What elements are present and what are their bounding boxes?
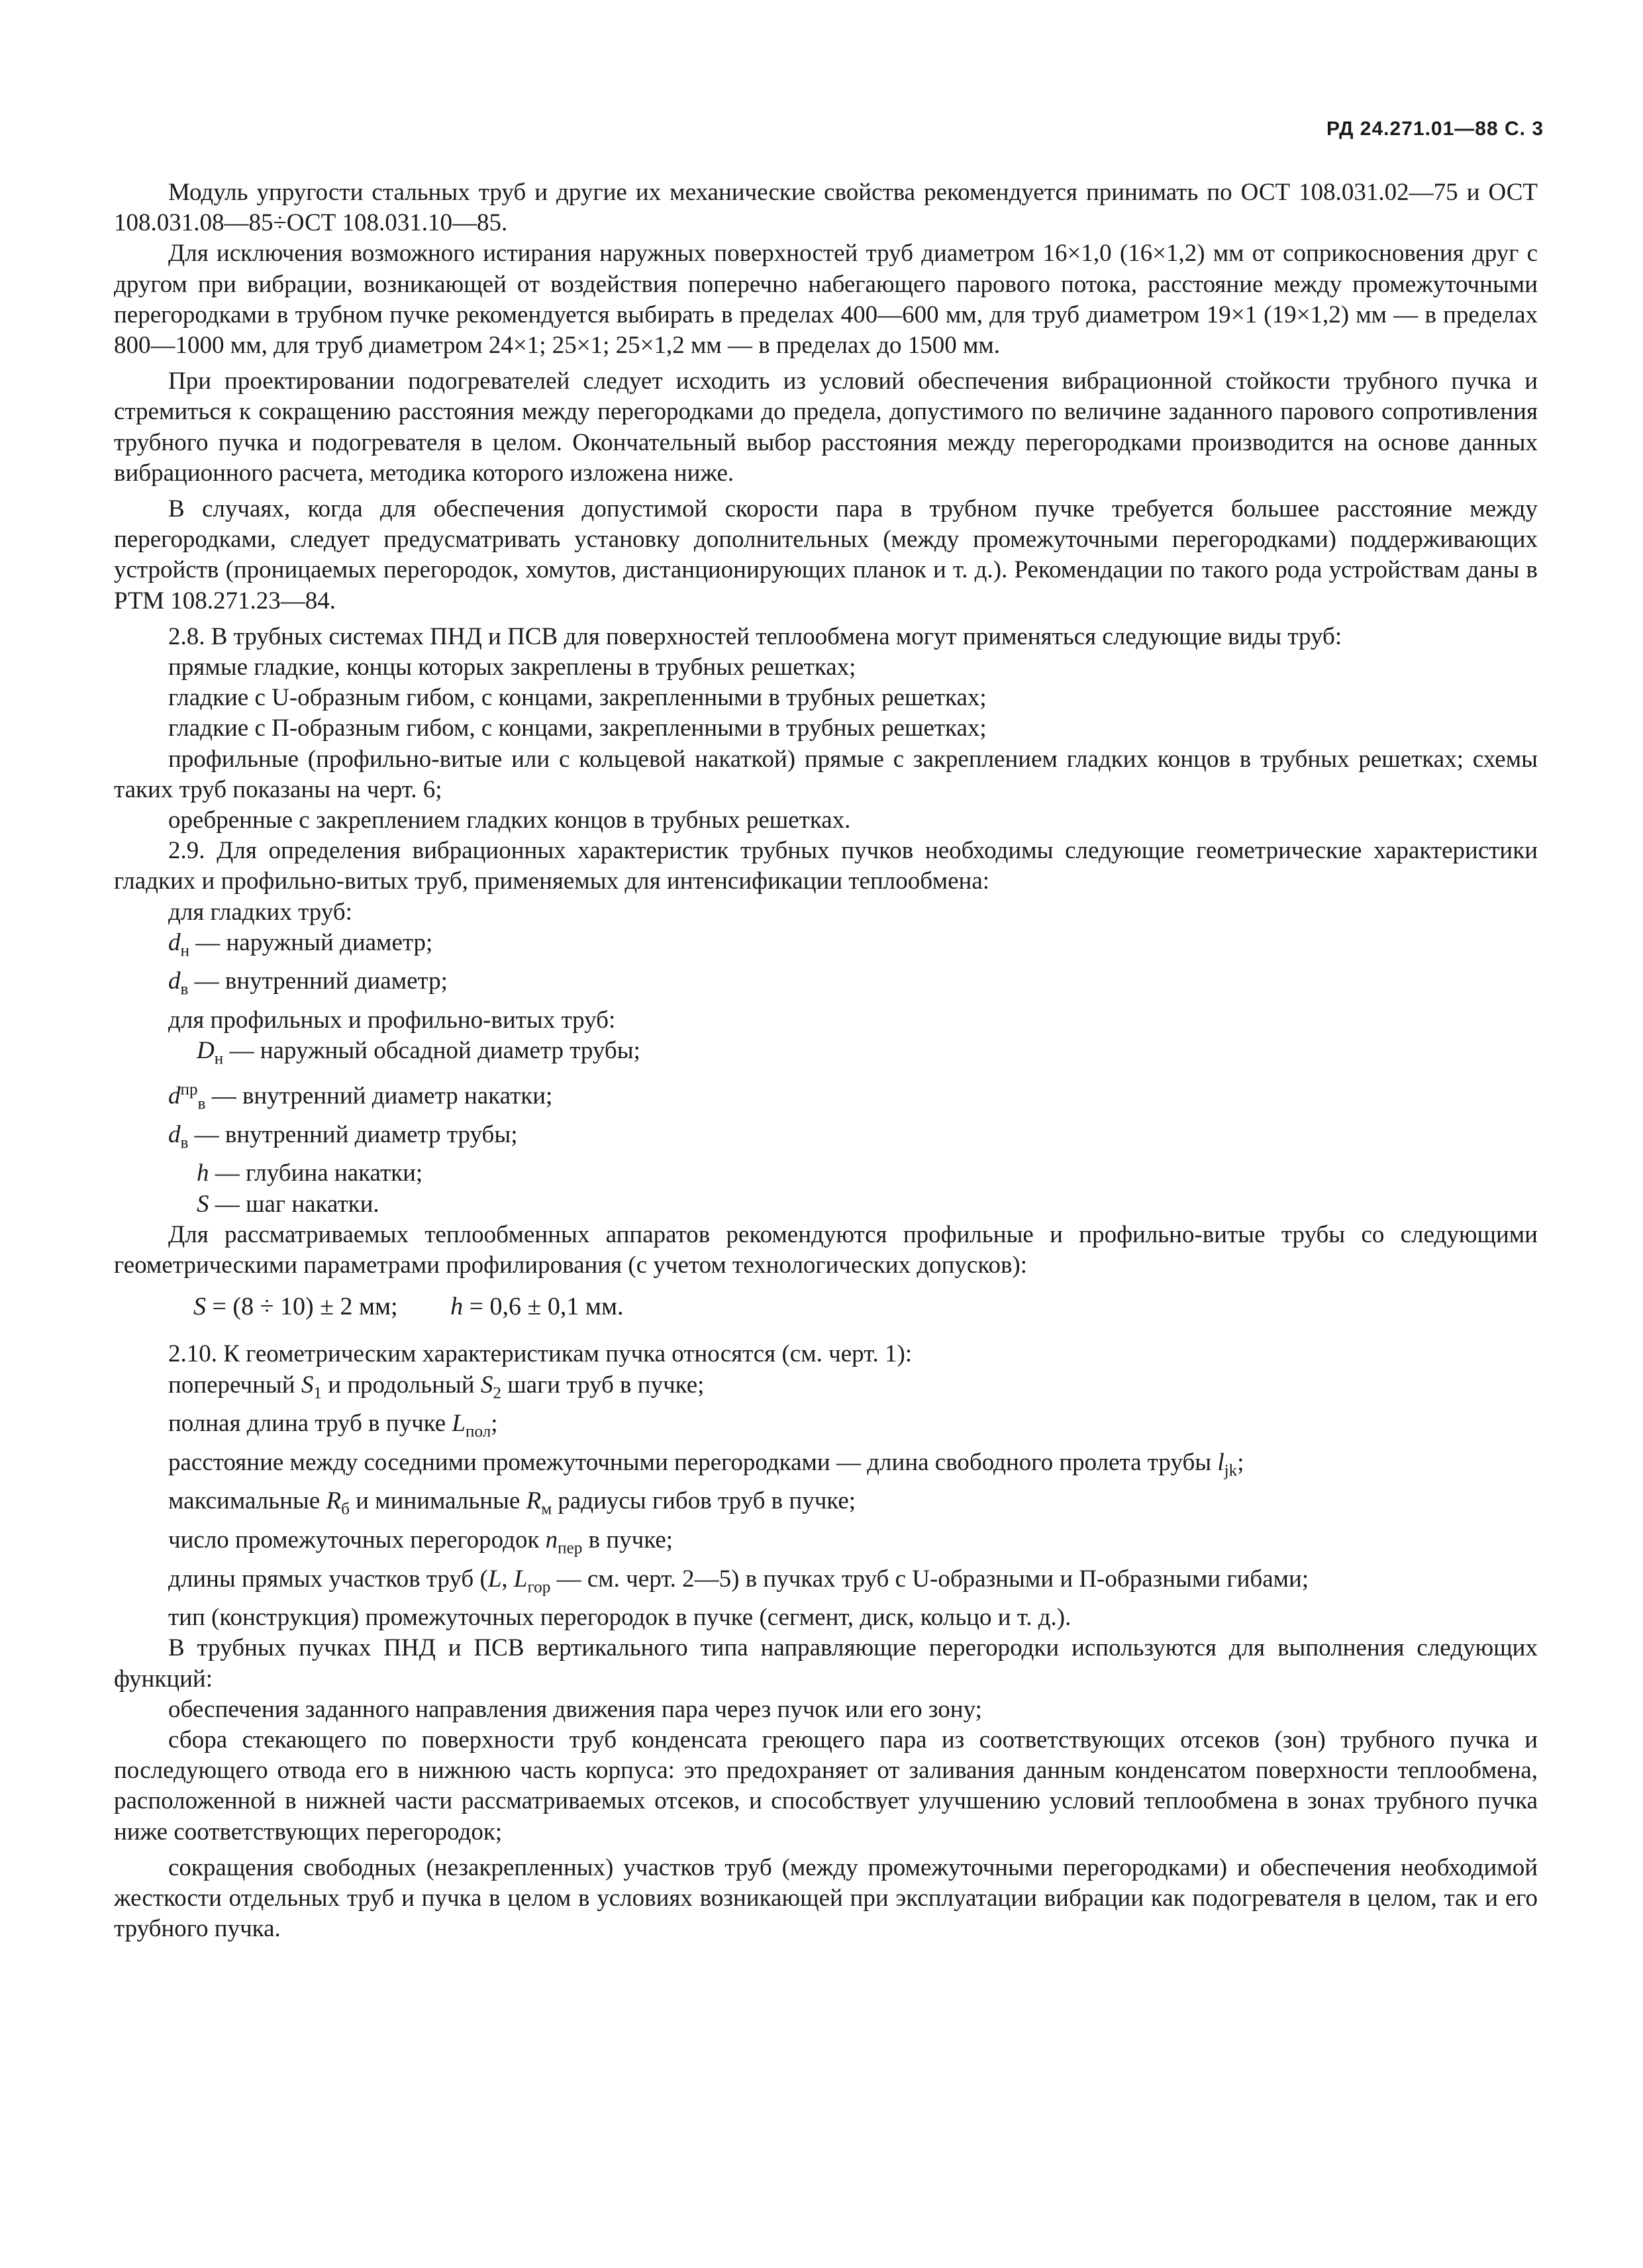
param-description: — наружный обсадной диаметр трубы; [229,1037,640,1065]
param-tube-inner-diameter [114,1120,1538,1159]
symbol-superscript: пр [180,1080,198,1099]
bundle-char-length: полная длина труб в пучке $L_{пол}$; [168,1410,498,1441]
text-fragment: в пучке; [588,1526,673,1553]
symbol-R: R [526,1487,542,1515]
paragraph-tube-spacing: Для исключения возможного истирания наружных поверхностей труб диаметром 16×1,0 (16×1,2) мм от соприкосновения друг с другом при вибрации, возникающей от воздействия поперечно набегающего парового потока, расстояние между промежуточными перегородками в трубном пучке рекомендуется выбирать в пределах 400—600 мм, для труб диаметром 19×1 (19×1,2) мм — в пределах 800—1000 мм, для труб диаметром 24×1; 25×1; 25×1,2 мм — в пределах до 1500 мм. [114,240,1538,360]
symbol-subscript: б [341,1500,350,1518]
symbol-subscript: м [541,1500,552,1518]
bundle-char-span: расстояние между соседними промежуточными перегородками — длина свободного пролета трубы $l_{jk}$; [168,1448,1244,1480]
text-fragment: — см. черт. 2—5) в пучках труб с U-образными и П-образными гибами; [556,1565,1309,1593]
symbol-d: d [168,1082,181,1110]
param-description: — внутренний диаметр накатки; [211,1082,553,1110]
symbol-subscript: jk [1224,1461,1238,1480]
text-fragment: расстояние между соседними промежуточными перегородками — длина свободного пролета трубы [168,1448,1212,1476]
symbol-subscript: в [197,1095,206,1113]
guide-function-item: сбора стекающего по поверхности труб конденсата греющего пара из соответствующих отсеков (зон) трубного пучка и последующего отвода его в нижнюю часть корпуса: это предохраняет от заливания данным конденсатом поверхности теплообмена, расположенной в нижней части рассматриваемых отсеков, и способствует улучшению условий теплообмена в зонах трубного пучка ниже соответствующих перегородок; [114,1726,1538,1846]
symbol-l: l [1217,1448,1224,1476]
symbol-subscript: н [180,942,189,960]
symbol-subscript: пер [558,1539,583,1557]
formula-profile-params [114,1291,1538,1322]
paragraph-support-devices: В случаях, когда для обеспечения допустимой скорости пара в трубном пучке требуется большее расстояние между перегородками, следует предусматривать установку дополнительных (между промежуточными перегородками) поддерживающих устройств (проницаемых перегородок, хомутов, дистанционирующих планок и т. д.). Рекомендации по такого рода устройствам даны в РТМ 108.271.23—84. [114,495,1538,615]
section-2-8-intro: 2.8. В трубных системах ПНД и ПСВ для поверхностей теплообмена могут применяться следующие виды труб: [168,622,1342,650]
text-fragment: и продольный [328,1371,475,1399]
symbol-h: h [197,1159,209,1187]
text-fragment: шаги труб в пучке; [507,1371,705,1399]
bundle-char-steps [114,1370,1538,1409]
symbol-S: S [197,1190,209,1218]
guide-partitions-intro: В трубных пучках ПНД и ПСВ вертикального типа направляющие перегородки используются для выполнения следующих функций: [114,1634,1538,1693]
symbol-d: d [168,928,181,956]
guide-function-item: обеспечения заданного направления движения пара через пучок или его зону; [168,1695,982,1723]
text-fragment: максимальные [168,1487,321,1515]
param-description: — внутренний диаметр трубы; [194,1120,518,1148]
paragraph-vibration-design: При проектировании подогревателей следует исходить из условий обеспечения вибрационной стойкости трубного пучка и стремиться к сокращению расстояния между перегородками до предела, допустимого по величине заданного парового сопротивления трубного пучка и подогревателя в целом. Окончательный выбор расстояния между перегородками производится на основе данных вибрационного расчета, методика которого изложена ниже. [114,368,1538,487]
param-knurl-inner-diameter [114,1075,1538,1120]
text-fragment: длины прямых участков труб ( [168,1565,488,1593]
bundle-char-partitions [114,1525,1538,1564]
param-description: — наружный диаметр; [195,928,433,956]
section-2-10-intro: 2.10. К геометрическим характеристикам пучка относятся (см. черт. 1): [168,1340,913,1368]
symbol-subscript: пол [466,1422,491,1441]
symbol-h: h [450,1293,464,1321]
symbol-R: R [326,1487,342,1515]
document-body [114,177,1538,1944]
tube-type-item: профильные (профильно-витые или с кольцевой накаткой) прямые с закреплением гладких концов в трубных решетках; схемы таких труб показаны на черт. 6; [114,745,1538,803]
symbol-D: D [197,1037,215,1065]
text-fragment: , [501,1565,508,1593]
guide-function-item: сокращения свободных (незакрепленных) участков труб (между промежуточными перегородками) и обеспечения необходимой жесткости отдельных труб и пучка в целом в условиях возникающей при эксплуатации вибрации как подогревателя в целом, так и его трубного пучка. [114,1853,1538,1943]
text-fragment: и минимальные [356,1487,521,1515]
text-fragment: поперечный [168,1371,295,1399]
symbol-subscript: н [214,1050,224,1068]
bundle-char-type: тип (конструкция) промежуточных перегородок в пучке (сегмент, диск, кольцо и т. д.). [168,1604,1071,1632]
symbol-subscript: в [180,980,189,999]
paragraph-elastic-modulus: Модуль упругости стальных труб и другие их механические свойства рекомендуется принимать по ОСТ 108.031.02—75 и ОСТ 108.031.08—85÷ОСТ 108.031.10—85. [114,179,1538,237]
param-inner-diameter [114,966,1538,1005]
smooth-tubes-heading: для гладких труб: [168,898,352,926]
text-fragment: радиусы гибов труб в пучке; [558,1487,856,1515]
symbol-n: n [545,1526,558,1553]
profile-tubes-heading: для профильных и профильно-витых труб: [168,1007,616,1034]
profile-recommendation: Для рассматриваемых теплообменных аппаратов рекомендуются профильные и профильно-витые трубы со следующими геометрическими параметрами профилирования (с учетом технологических допусков): [114,1220,1538,1279]
param-description: — внутренний диаметр; [194,967,448,995]
text-fragment: полная длина труб в пучке [168,1410,446,1438]
tube-type-item: гладкие с U-образным гибом, с концами, закрепленными в трубных решетках; [168,684,987,712]
param-casing-diameter [114,1036,1538,1075]
param-outer-diameter [114,928,1538,967]
symbol-S: S [193,1293,206,1321]
tube-type-item: гладкие с П-образным гибом, с концами, закрепленными в трубных решетках; [168,715,987,742]
param-description: — глубина накатки; [215,1159,423,1187]
symbol-subscript: 2 [493,1383,501,1402]
symbol-subscript: в [180,1134,189,1152]
tube-type-item: прямые гладкие, концы которых закреплены в трубных решетках; [168,654,856,681]
section-2-9-intro: 2.9. Для определения вибрационных характеристик трубных пучков необходимы следующие геометрические характеристики гладких и профильно-витых труб, применяемых для интенсификации теплообмена: [114,837,1538,895]
symbol-subscript: 1 [313,1383,322,1402]
text-fragment: число промежуточных перегородок [168,1526,540,1553]
symbol-subscript: гор [527,1577,551,1596]
bundle-char-radii [114,1486,1538,1525]
symbol-L: L [452,1410,466,1438]
symbol-d: d [168,967,181,995]
symbol-L: L [513,1565,528,1593]
page-header: РД 24.271.01—88 С. 3 [1326,118,1544,140]
symbol-S: S [301,1371,314,1399]
symbol-L: L [487,1565,502,1593]
bundle-char-straight [114,1564,1538,1603]
tube-type-item: оребренные с закреплением гладких концов в трубных решетках. [168,807,851,834]
formula-h-value: = 0,6 ± 0,1 мм. [469,1293,624,1321]
param-description: — шаг накатки. [215,1190,379,1218]
formula-S-value: = (8 ÷ 10) ± 2 мм; [212,1293,398,1321]
symbol-S: S [480,1371,493,1399]
param-knurl-pitch [114,1189,1538,1220]
param-knurl-depth [114,1158,1538,1189]
symbol-d: d [168,1120,181,1148]
